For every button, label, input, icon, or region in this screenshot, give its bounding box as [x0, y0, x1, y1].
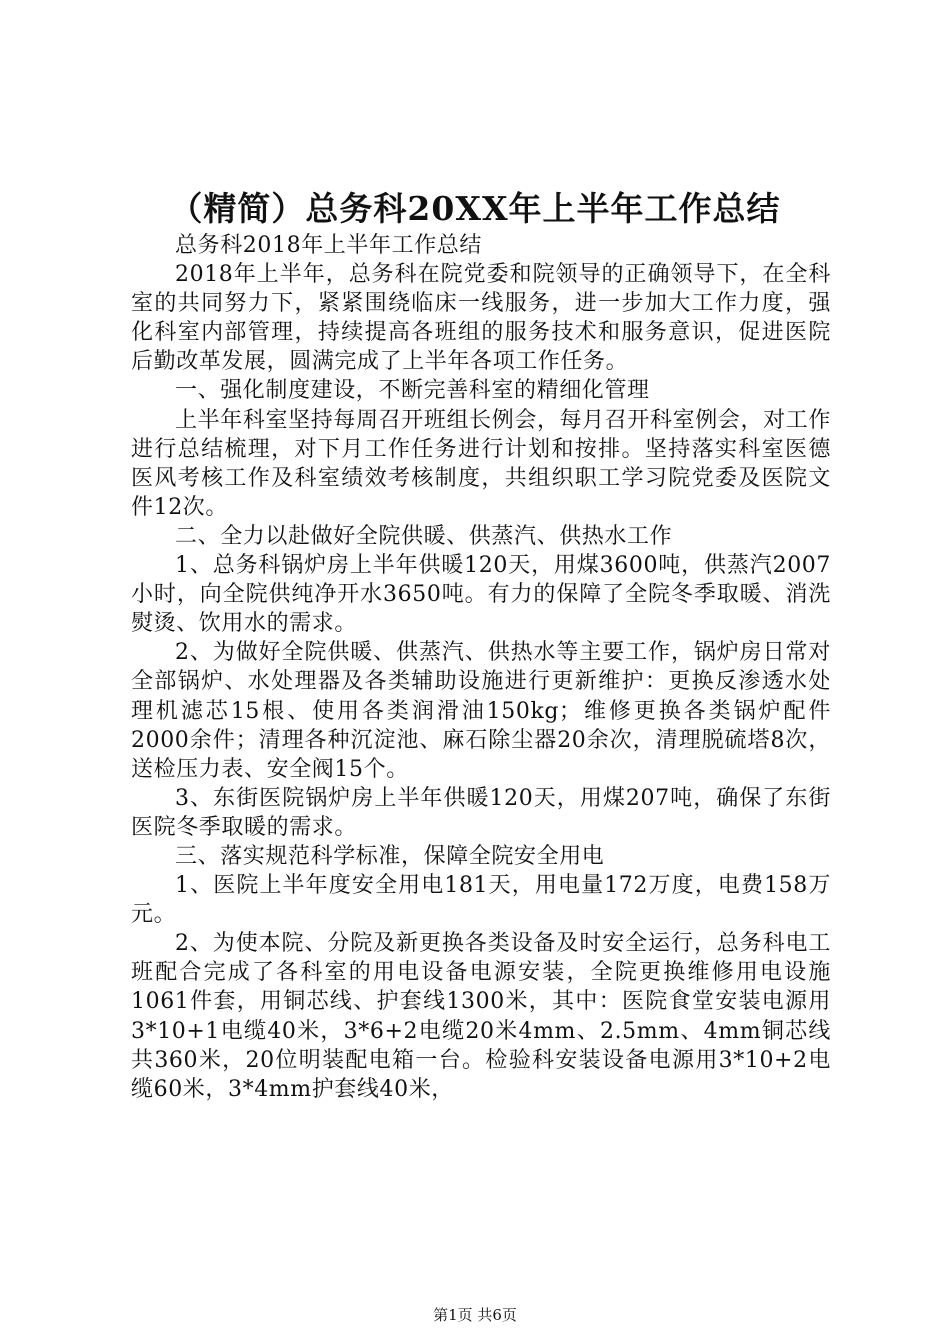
section-heading-1: 一、强化制度建设，不断完善科室的精细化管理 [175, 378, 650, 404]
paragraph-electric-2: 2、为使本院、分院及新更换各类设备及时安全运行，总务科电工班配合完成了各科室的用电设备电源安装，全院更换维修用电设施1061件套，用铜芯线、护套线1300米，其中：医院食堂安装电源用3*10+1电缆40米，3*6+2电缆20米4mm、2.5mm、4mm铜芯线共360米，20位明装配电箱一台。检验科安装设备电源用3*10+2电缆60米，3*4mm护套线40米， [131, 931, 831, 1102]
paragraph-heating-1: 1、总务科锅炉房上半年供暖120天，用煤3600吨，供蒸汽2007小时，向全院供纯净开水3650吨。有力的保障了全院冬季取暖、消洗熨烫、饮用水的需求。 [131, 553, 831, 637]
paragraph-heating-3: 3、东街医院锅炉房上半年供暖120天，用煤207吨，确保了东街医院冬季取暖的需求。 [131, 785, 831, 840]
document-title: （精简）总务科20XX年上半年工作总结 [169, 189, 781, 228]
paragraph-electric-1: 1、医院上半年度安全用电181天，用电量172万度，电费158万元。 [131, 873, 831, 928]
section-heading-2: 二、全力以赴做好全院供暖、供蒸汽、供热水工作 [175, 523, 673, 549]
page-footer: 第1页 共6页 [433, 1306, 517, 1324]
paragraph-heating-2: 2、为做好全院供暖、供蒸汽、供热水等主要工作，锅炉房日常对全部锅炉、水处理器及各类辅助设施进行更新维护：更换反渗透水处理机滤芯15根、使用各类润滑油150kg；维修更换各类锅炉配件2000余件；清理各种沉淀池、麻石除尘器20余次，清理脱硫塔8次，送检压力表、安全阀15个。 [131, 640, 831, 782]
paragraph-section-1: 上半年科室坚持每周召开班组长例会，每月召开科室例会，对工作进行总结梳理，对下月工作任务进行计划和按排。坚持落实科室医德医风考核工作及科室绩效考核制度，共组织职工学习院党委及医院文件12次。 [131, 407, 831, 520]
paragraph-intro: 2018年上半年，总务科在院党委和院领导的正确领导下，在全科室的共同努力下，紧紧围绕临床一线服务，进一步加大工作力度，强化科室内部管理，持续提高各班组的服务技术和服务意识，促进医院后勤改革发展，圆满完成了上半年各项工作任务。 [131, 262, 831, 375]
paragraph-subtitle: 总务科2018年上半年工作总结 [175, 233, 482, 258]
section-heading-3: 三、落实规范科学标准，保障全院安全用电 [175, 843, 605, 869]
document-body [131, 231, 831, 1104]
